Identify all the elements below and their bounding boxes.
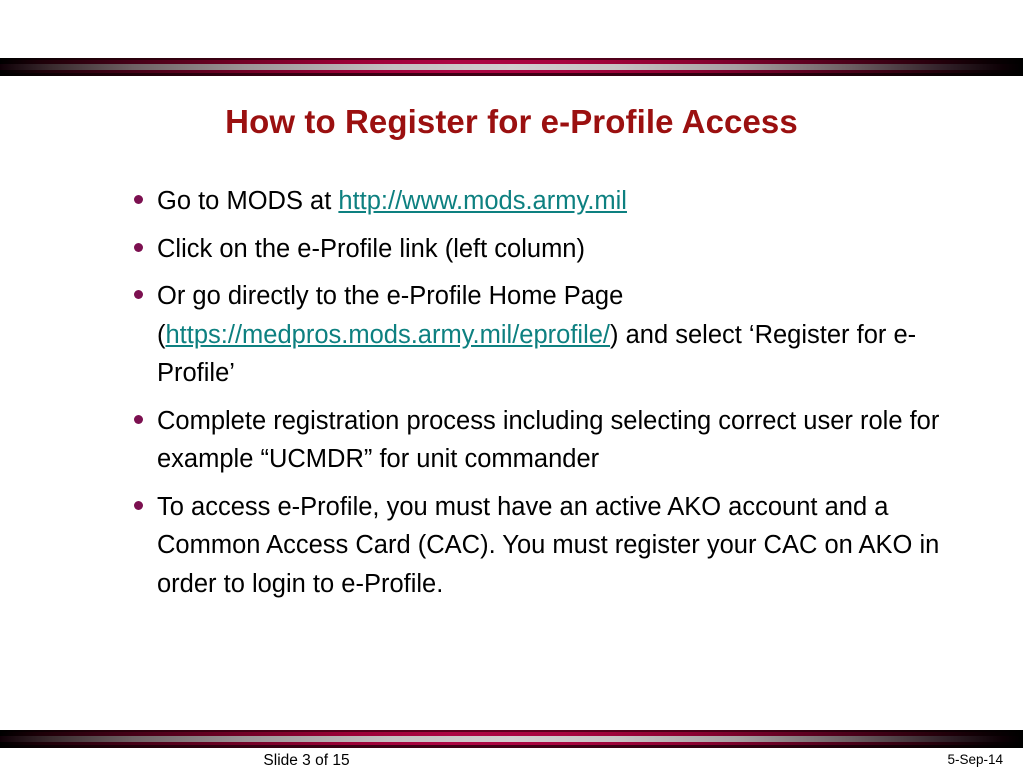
list-item (131, 230, 961, 269)
list-item (131, 488, 961, 604)
list-item (131, 277, 961, 393)
bullet-dot-icon (134, 415, 143, 424)
accent-bar-highlight (0, 736, 1023, 742)
list-item-text (157, 277, 961, 393)
list-item-text-segment: Go to MODS at (157, 187, 339, 215)
bullet-list (131, 182, 961, 612)
list-item-text: To access e-Profile, you must have an active AKO account and a Common Access Card (CAC). You must register your CAC on AKO in order to login to e-Profile. (157, 492, 940, 598)
top-accent-bar (0, 58, 1023, 76)
link-mods-home[interactable]: http://www.mods.army.mil (338, 187, 627, 215)
list-item-text (157, 182, 961, 221)
slide-date: 5-Sep-14 (947, 752, 1003, 767)
accent-bar-edge-top (0, 58, 1023, 60)
accent-bar-edge-top (0, 730, 1023, 732)
bottom-accent-bar (0, 730, 1023, 748)
bullet-dot-icon (134, 243, 143, 252)
list-item (131, 402, 961, 479)
accent-bar-edge-bottom (0, 73, 1023, 76)
link-eprofile-home[interactable]: https://medpros.mods.army.mil/eprofile/ (165, 320, 611, 349)
list-item-text: Click on the e-Profile link (left column) (157, 234, 585, 263)
slide-number: Slide 3 of 15 (263, 752, 350, 769)
accent-bar-highlight (0, 64, 1023, 70)
list-item-text-segment: ) and select ‘Register for e-Profile’ (157, 320, 917, 387)
bullet-dot-icon (134, 501, 143, 510)
accent-bar-edge-bottom (0, 745, 1023, 748)
list-item-text-segment: Or go directly to the e-Profile Home Page ( (157, 282, 624, 349)
list-item-text: Complete registration process including selecting correct user role for example “UCMDR” for unit commander (157, 406, 940, 473)
list-item (131, 182, 961, 221)
bullet-dot-icon (134, 290, 143, 299)
bullet-dot-icon (134, 195, 143, 204)
page-title: How to Register for e-Profile Access (225, 103, 798, 141)
